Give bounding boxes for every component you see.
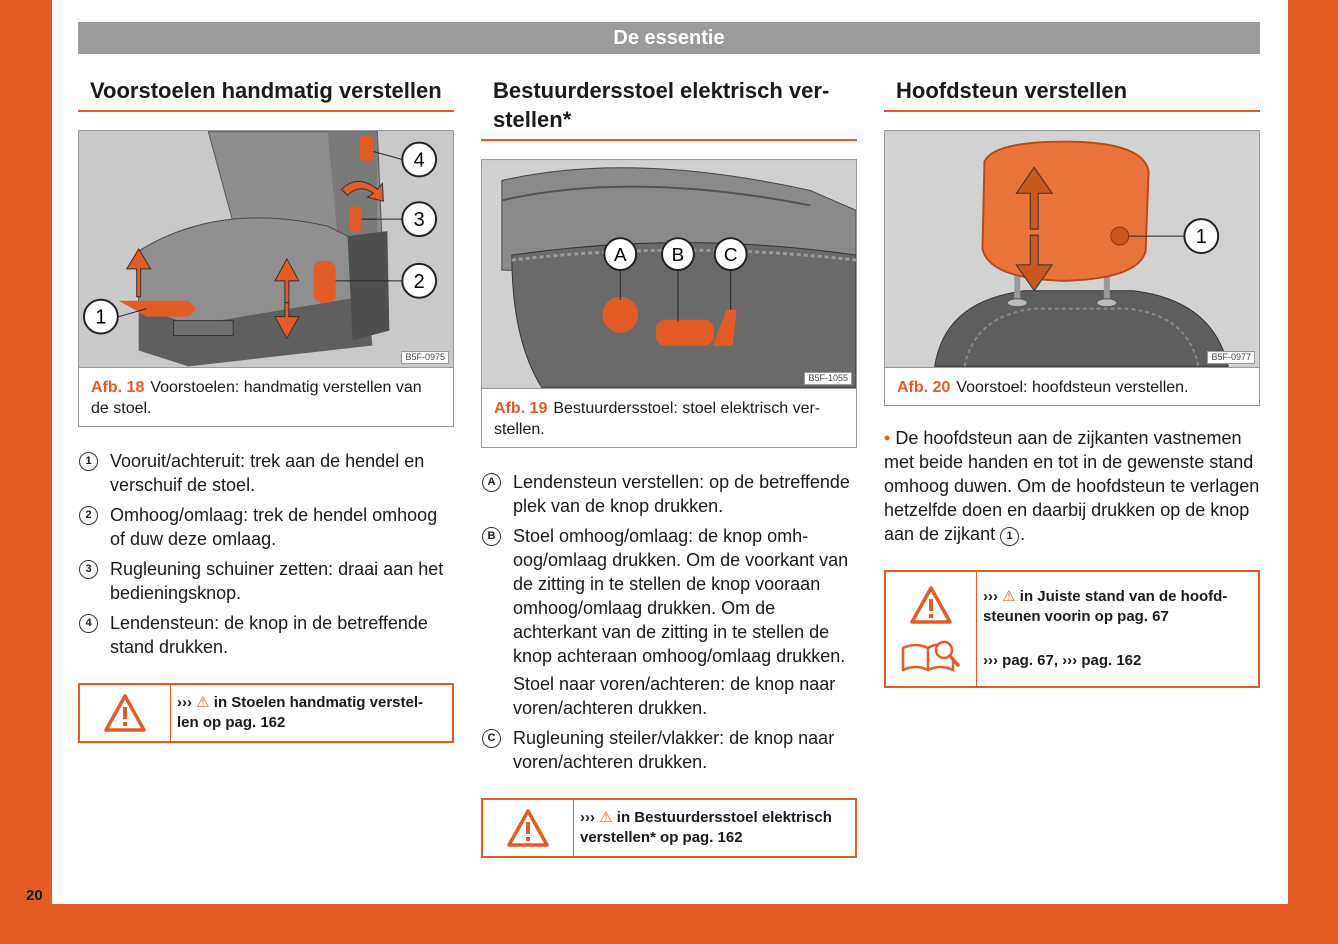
warning-link[interactable]	[977, 572, 1258, 686]
item-text: Lendensteun: de knop in de betreffende stand drukken.	[110, 613, 428, 657]
callout-3-label: 3	[413, 209, 425, 232]
figure-19-caption-text: Bestuurdersstoel: stoel elektrisch verstellen.	[494, 400, 821, 438]
figure-18-caption	[79, 368, 453, 426]
page-number: 20	[26, 887, 43, 904]
list-item	[78, 611, 454, 659]
headrest-paragraph-text: De hoofdsteun aan de zijkanten vastnemen met beide handen en tot in de gewenste stand omhoog duwen. Om de hoofdsteun te verlagen hetzelfde doen en daarbij drukken op de knop aan de zijkant	[884, 428, 1260, 544]
recline-knob-shape	[350, 206, 362, 232]
list-item	[78, 503, 454, 551]
callout-1-label: 1	[1195, 226, 1207, 249]
item-marker: 1	[79, 452, 98, 471]
item-marker: C	[482, 729, 501, 748]
item-marker: B	[482, 527, 501, 546]
warning-arrows: ›››	[580, 809, 595, 826]
warning-icon-cell	[886, 572, 977, 686]
item-text: Vooruit/achteruit: trek aan de hendel en verschuif de stoel.	[110, 451, 425, 495]
list-item	[481, 524, 857, 668]
item-text: Rugleuning schuiner zetten: draai aan het bedieningsknop.	[110, 559, 444, 603]
heading-manual-seat: Voorstoelen handmatig verstellen	[78, 74, 454, 112]
warning-mini-icon: ⚠	[599, 809, 613, 826]
warning-box-manual-seat	[78, 683, 454, 743]
item-marker: 2	[79, 506, 98, 525]
list-item	[78, 449, 454, 497]
warning-triangle-icon	[103, 693, 147, 733]
figure-19	[481, 159, 857, 448]
inline-marker: 1	[1000, 527, 1019, 546]
electric-seat-list	[481, 470, 857, 774]
item-text: Omhoog/omlaag: trek de hendel omhoog of duw deze omlaag.	[110, 505, 438, 549]
callout-1-label: 1	[95, 306, 107, 329]
figure-19-label: Afb. 19	[494, 400, 548, 417]
figure-20-caption	[885, 368, 1259, 405]
seat-button-shape	[656, 320, 714, 346]
item-text: Lendensteun verstellen: op de betreffende plek van de knop drukken.	[513, 472, 850, 516]
list-item	[481, 470, 857, 518]
headrest-illustration	[885, 131, 1259, 367]
item-text: Rugleuning steiler/vlakker: de knop naar voren/achteren drukken.	[513, 728, 835, 772]
figure-20-label: Afb. 20	[897, 379, 951, 396]
lumbar-button-shape	[602, 297, 638, 333]
figure-20-code: B5F-0977	[1207, 351, 1255, 364]
seat-electric-illustration	[482, 160, 856, 388]
figure-18	[78, 130, 454, 427]
warning-text: in Bestuurdersstoel elektrisch verstellen* op pag. 162	[580, 809, 832, 846]
figure-20-image	[885, 131, 1259, 368]
figure-18-label: Afb. 18	[91, 379, 145, 396]
callout-2-label: 2	[413, 270, 425, 293]
sub-paragraph: Stoel naar voren/achteren: de knop naar voren/achteren drukken.	[513, 674, 836, 718]
warning-link[interactable]	[171, 685, 452, 741]
warning-box-headrest	[884, 570, 1260, 688]
warning-icon-cell	[80, 685, 171, 741]
heading-headrest: Hoofdsteun verstellen	[884, 74, 1260, 112]
warning-mini-icon: ⚠	[196, 694, 210, 711]
figure-19-image	[482, 160, 856, 389]
column-headrest	[884, 74, 1260, 688]
warning-link[interactable]	[574, 800, 855, 856]
seat-manual-illustration	[79, 131, 453, 367]
lumbar-knob-shape	[360, 136, 374, 162]
warning-triangle-icon	[506, 808, 550, 848]
figure-19-code: B5F-1055	[804, 372, 852, 385]
column-electric-seat	[481, 74, 857, 858]
height-lever-shape	[314, 261, 336, 303]
item-marker: 3	[79, 560, 98, 579]
item-text: Stoel omhoog/omlaag: de knop omhoog/omlaag drukken. Om de voorkant van de zitting in te stellen de knop vooraan omhoog/omlaag drukken. Om de achterkant van de zitting in te stellen de knop achteraan omhoog/omlaag drukken.	[513, 526, 849, 666]
list-item	[78, 557, 454, 605]
figure-20	[884, 130, 1260, 406]
column-manual-seat	[78, 74, 454, 743]
warning-icon-cell	[483, 800, 574, 856]
callout-A-label: A	[613, 245, 627, 267]
headrest-paragraph-end: .	[1020, 524, 1026, 544]
bullet-dot: •	[884, 428, 891, 448]
headrest-shape	[982, 142, 1148, 281]
figure-18-caption-text: Voorstoelen: handmatig verstellen van de stoel.	[91, 379, 422, 417]
warning-arrows: ›››	[177, 694, 192, 711]
item-marker: A	[482, 473, 501, 492]
warning-text: in Stoelen handmatig verstellen op pag. 162	[177, 694, 424, 731]
book-magnifier-icon	[900, 638, 962, 674]
warning-mini-icon: ⚠	[1002, 588, 1016, 605]
callout-B-label: B	[671, 245, 685, 267]
warning-box-electric-seat	[481, 798, 857, 858]
figure-18-image	[79, 131, 453, 368]
list-item	[481, 726, 857, 774]
figure-19-caption	[482, 389, 856, 447]
callout-4-label: 4	[413, 149, 425, 172]
figure-20-caption-text: Voorstoel: hoofdsteun verstellen.	[956, 379, 1189, 396]
heading-electric-seat: Bestuurdersstoel elektrisch verstellen*	[481, 74, 857, 141]
reference-links[interactable]: ››› pag. 67, ››› pag. 162	[983, 652, 1142, 669]
warning-triangle-icon	[909, 585, 953, 625]
headrest-paragraph	[884, 426, 1260, 546]
manual-seat-list	[78, 449, 454, 659]
warning-text: in Juiste stand van de hoofdsteunen voorin op pag. 67	[983, 588, 1228, 625]
warning-arrows: ›››	[983, 588, 998, 605]
callout-C-label: C	[723, 245, 738, 267]
section-band: De essentie	[78, 22, 1260, 54]
item-marker: 4	[79, 614, 98, 633]
figure-18-code: B5F-0975	[401, 351, 449, 364]
